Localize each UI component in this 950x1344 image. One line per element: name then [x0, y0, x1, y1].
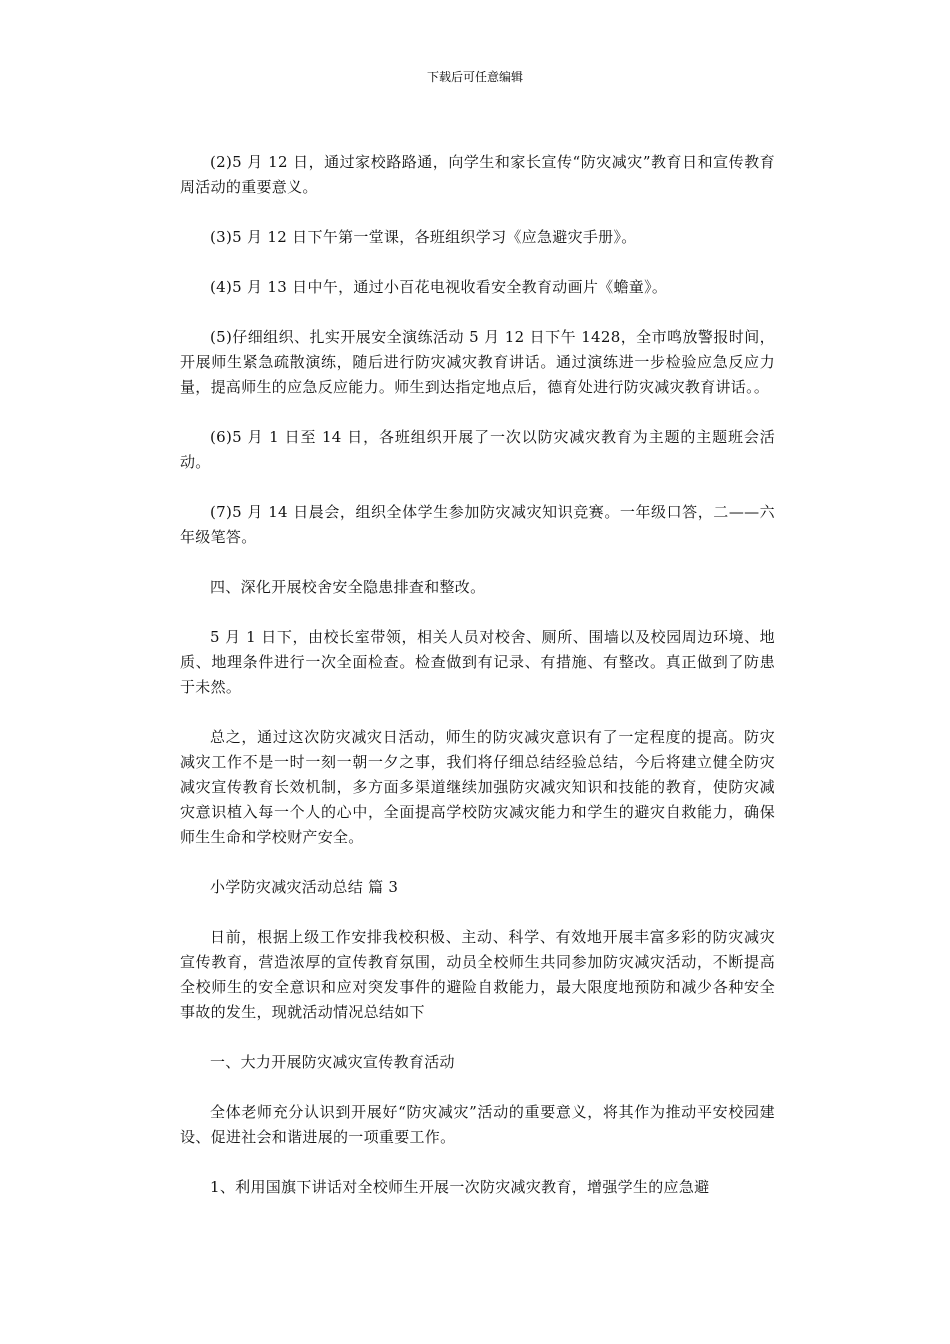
page-header: 下载后可任意编辑: [426, 70, 523, 84]
paragraph: (6)5 月 1 日至 14 日，各班组织开展了一次以防灾减灾教育为主题的主题班会活动。: [180, 428, 775, 471]
article-title: 小学防灾减灾活动总结 篇 3: [210, 878, 399, 896]
paragraph: (3)5 月 12 日下午第一堂课，各班组织学习《应急避灾手册》。: [210, 228, 637, 246]
paragraph: (4)5 月 13 日中午，通过小百花电视收看安全教育动画片《蟾童》。: [210, 278, 668, 296]
document-body: [180, 150, 775, 1225]
paragraph: (2)5 月 12 日，通过家校路路通，向学生和家长宣传“防灾减灾”教育日和宣传教育周活动的重要意义。: [180, 153, 775, 196]
section-heading: 一、大力开展防灾减灾宣传教育活动: [210, 1053, 455, 1071]
paragraph: (7)5 月 14 日晨会，组织全体学生参加防灾减灾知识竞赛。一年级口答，二——六年级笔答。: [180, 503, 775, 546]
paragraph: 日前，根据上级工作安排我校积极、主动、科学、有效地开展丰富多彩的防灾减灾宣传教育，营造浓厚的宣传教育氛围，动员全校师生共同参加防灾减灾活动，不断提高全校师生的安全意识和应对突发事件的避险自救能力，最大限度地预防和减少各种安全事故的发生，现就活动情况总结如下: [180, 928, 775, 1021]
paragraph: (5)仔细组织、扎实开展安全演练活动 5 月 12 日下午 1428，全市鸣放警报时间，开展师生紧急疏散演练，随后进行防灾减灾教育讲话。通过演练进一步检验应急反应力量，提高师生的应急反应能力。师生到达指定地点后，德育处进行防灾减灾教育讲话。。: [180, 328, 775, 396]
section-heading: 四、深化开展校舍安全隐患排查和整改。: [210, 578, 486, 596]
paragraph: 全体老师充分认识到开展好“防灾减灾”活动的重要意义，将其作为推动平安校园建设、促进社会和谐进展的一项重要工作。: [180, 1103, 775, 1146]
paragraph: 5 月 1 日下，由校长室带领，相关人员对校舍、厕所、围墙以及校园周边环境、地质、地理条件进行一次全面检查。检查做到有记录、有措施、有整改。真正做到了防患于未然。: [180, 628, 775, 696]
paragraph: 总之，通过这次防灾减灾日活动，师生的防灾减灾意识有了一定程度的提高。防灾减灾工作不是一时一刻一朝一夕之事，我们将仔细总结经验总结，今后将建立健全防灾减灾宣传教育长效机制，多方面多渠道继续加强防灾减灾知识和技能的教育，使防灾减灾意识植入每一个人的心中，全面提高学校防灾减灾能力和学生的避灾自救能力，确保师生生命和学校财产安全。: [180, 728, 775, 846]
paragraph: 1、利用国旗下讲话对全校师生开展一次防灾减灾教育，增强学生的应急避: [210, 1178, 710, 1196]
